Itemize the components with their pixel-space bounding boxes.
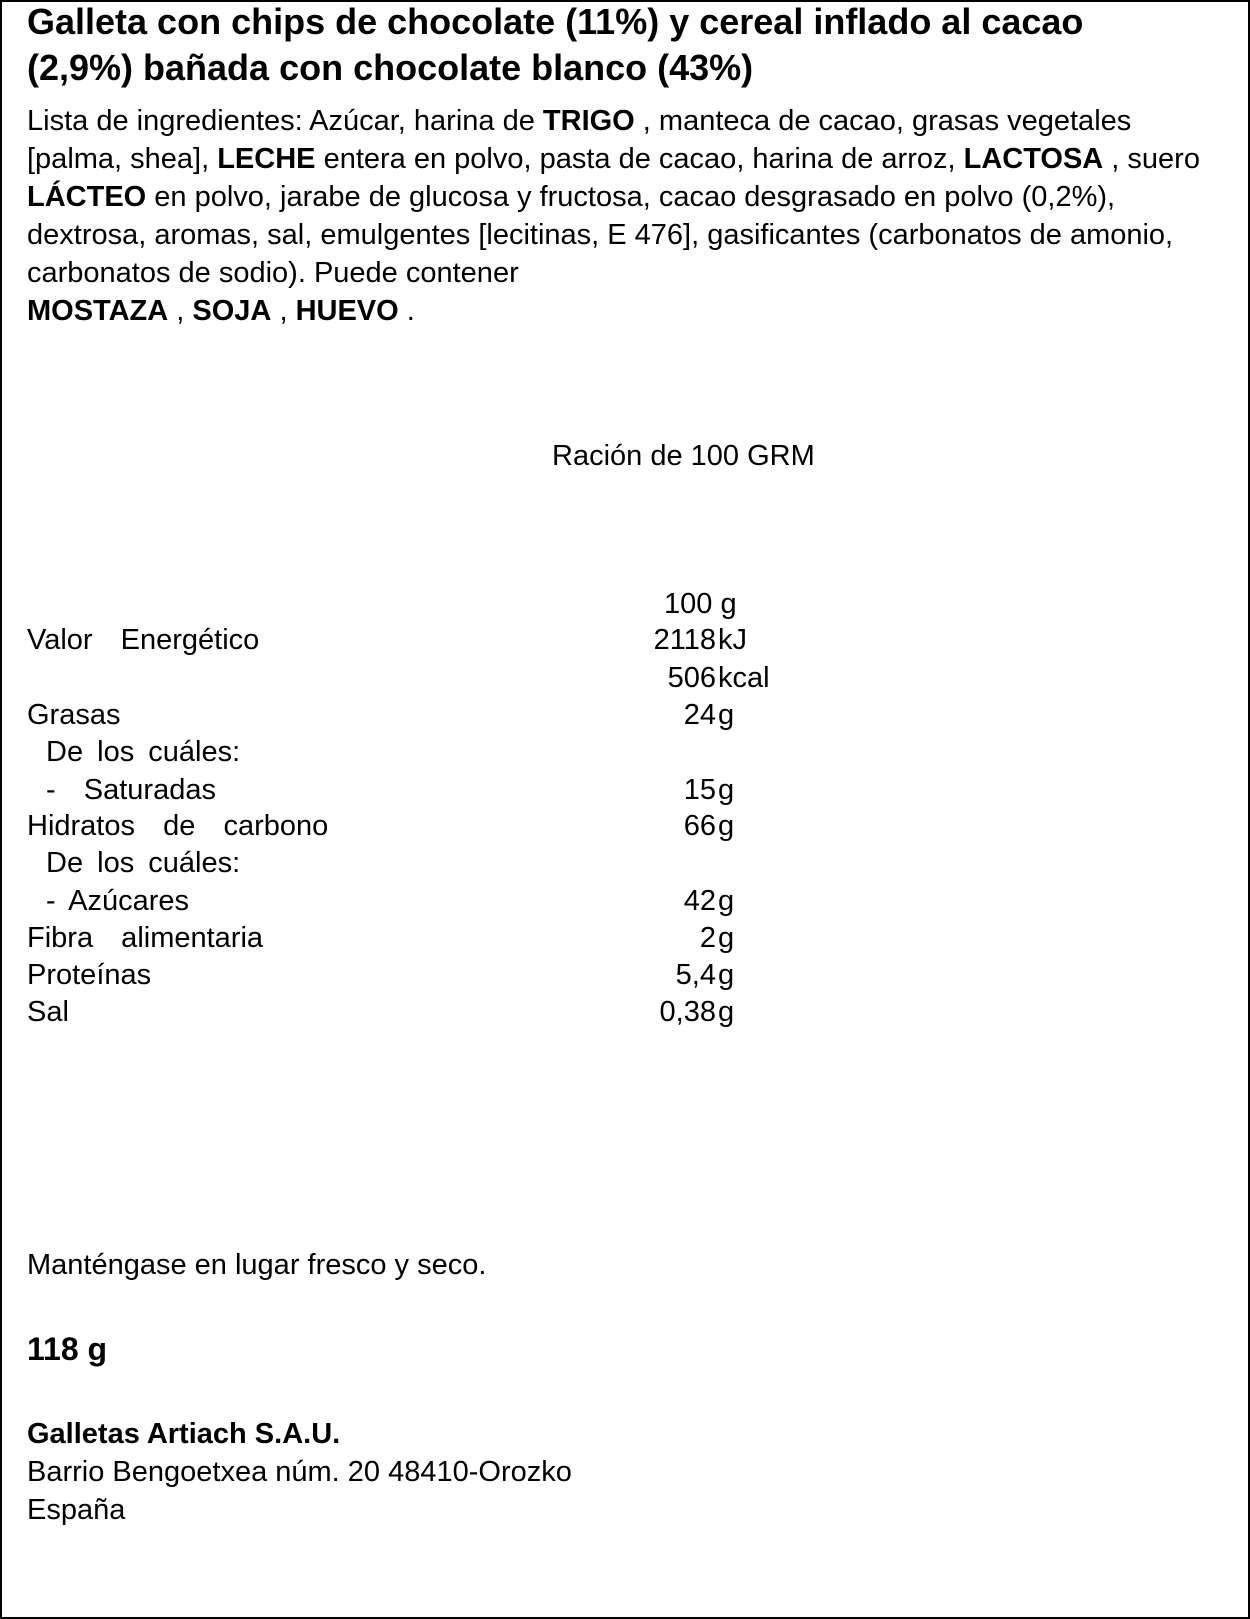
- ingredients-text: .: [398, 295, 415, 327]
- nutrition-value: 506: [667, 662, 716, 694]
- nutrition-unit: kcal: [718, 662, 770, 694]
- product-title-line-2: (2,9%) bañada con chocolate blanco (43%): [27, 47, 754, 88]
- nutrition-unit: kJ: [718, 624, 747, 656]
- allergen-trigo: TRIGO: [542, 105, 635, 137]
- nutrition-value: 0,38: [659, 996, 716, 1028]
- nutrition-value: 15: [683, 774, 716, 806]
- nutrition-label: Proteínas: [27, 959, 152, 991]
- nutrition-unit: g: [718, 699, 735, 731]
- nutrition-unit: g: [718, 959, 735, 991]
- allergen-mostaza: MOSTAZA: [27, 295, 169, 327]
- nutrition-unit: g: [718, 885, 735, 917]
- manufacturer-block: [27, 1415, 572, 1529]
- nutrition-row-salt: [2, 994, 1002, 1031]
- nutrition-label: Grasas: [27, 699, 121, 731]
- manufacturer-address: Barrio Bengoetxea núm. 20 48410-Orozko: [27, 1456, 572, 1488]
- nutrition-row-fat: [2, 697, 1002, 734]
- storage-instructions: Manténgase en lugar fresco y seco.: [27, 1249, 487, 1281]
- nutrition-label: - Saturadas: [46, 774, 216, 806]
- nutrition-unit: g: [718, 774, 735, 806]
- nutrition-row-carbohydrates: [2, 808, 1002, 845]
- nutrition-label: Valor Energético: [27, 624, 260, 656]
- nutrition-row-fibre: [2, 920, 1002, 957]
- nutrition-row-energy-kcal: [2, 660, 1002, 697]
- nutrition-row-saturated: [2, 772, 1002, 809]
- nutrition-label: - Azúcares: [46, 885, 189, 917]
- nutrition-row-carbs-of-which: [2, 845, 1002, 882]
- allergen-lactosa: LACTOSA: [963, 143, 1104, 175]
- nutrition-row-sugars: [2, 883, 1002, 920]
- ingredients-text: , manteca de cacao, grasas vegetales [palma, shea],: [27, 105, 1132, 175]
- allergen-lacteo: LÁCTEO: [27, 181, 147, 213]
- nutrition-value: 5,4: [675, 959, 716, 991]
- ingredients-text: ,: [271, 295, 296, 327]
- ingredients-text: en polvo, jarabe de glucosa y fructosa, cacao desgrasado en polvo (0,2%), dextrosa, aromas, sal, emulgentes [lecitinas, E 476], gasificantes (carbonatos de amonio, carbonatos de sodio). Puede contener: [27, 181, 1174, 289]
- nutrition-label: De los cuáles:: [46, 847, 241, 879]
- nutrition-unit: g: [718, 810, 735, 842]
- ingredients-text: ,: [168, 295, 193, 327]
- nutrition-label: Fibra alimentaria: [27, 922, 264, 954]
- nutrition-unit: g: [718, 922, 735, 954]
- net-weight: 118 g: [27, 1331, 108, 1367]
- nutrition-column-header: 100 g: [664, 588, 737, 620]
- manufacturer-country: España: [27, 1494, 126, 1526]
- nutrition-label: De los cuáles:: [46, 736, 241, 768]
- ingredients-text: , suero: [1103, 143, 1200, 175]
- nutrition-row-protein: [2, 957, 1002, 994]
- nutrition-row-fat-of-which: [2, 734, 1002, 771]
- ingredients-text: entera en polvo, pasta de cacao, harina de arroz,: [315, 143, 964, 175]
- ingredients-text: Lista de ingredientes: Azúcar, harina de: [27, 105, 543, 137]
- serving-size: Ración de 100 GRM: [552, 440, 815, 472]
- product-title: [27, 0, 1250, 91]
- nutrition-value: 2118: [653, 624, 716, 656]
- nutrition-value: 42: [683, 885, 716, 917]
- allergen-huevo: HUEVO: [295, 295, 399, 327]
- allergen-soja: SOJA: [192, 295, 272, 327]
- nutrition-value: 24: [683, 699, 716, 731]
- allergen-leche: LECHE: [217, 143, 316, 175]
- nutrition-value: 66: [683, 810, 716, 842]
- nutrition-label: Hidratos de carbono: [27, 810, 329, 842]
- nutrition-value: 2: [699, 922, 716, 954]
- ingredients-list: [27, 102, 1207, 330]
- manufacturer-name: Galletas Artiach S.A.U.: [27, 1418, 341, 1450]
- nutrition-label: Sal: [27, 996, 69, 1028]
- nutrition-row-energy-kj: [2, 622, 1002, 659]
- nutrition-unit: g: [718, 996, 735, 1028]
- product-title-line-1: Galleta con chips de chocolate (11%) y cereal inflado al cacao: [27, 1, 1084, 42]
